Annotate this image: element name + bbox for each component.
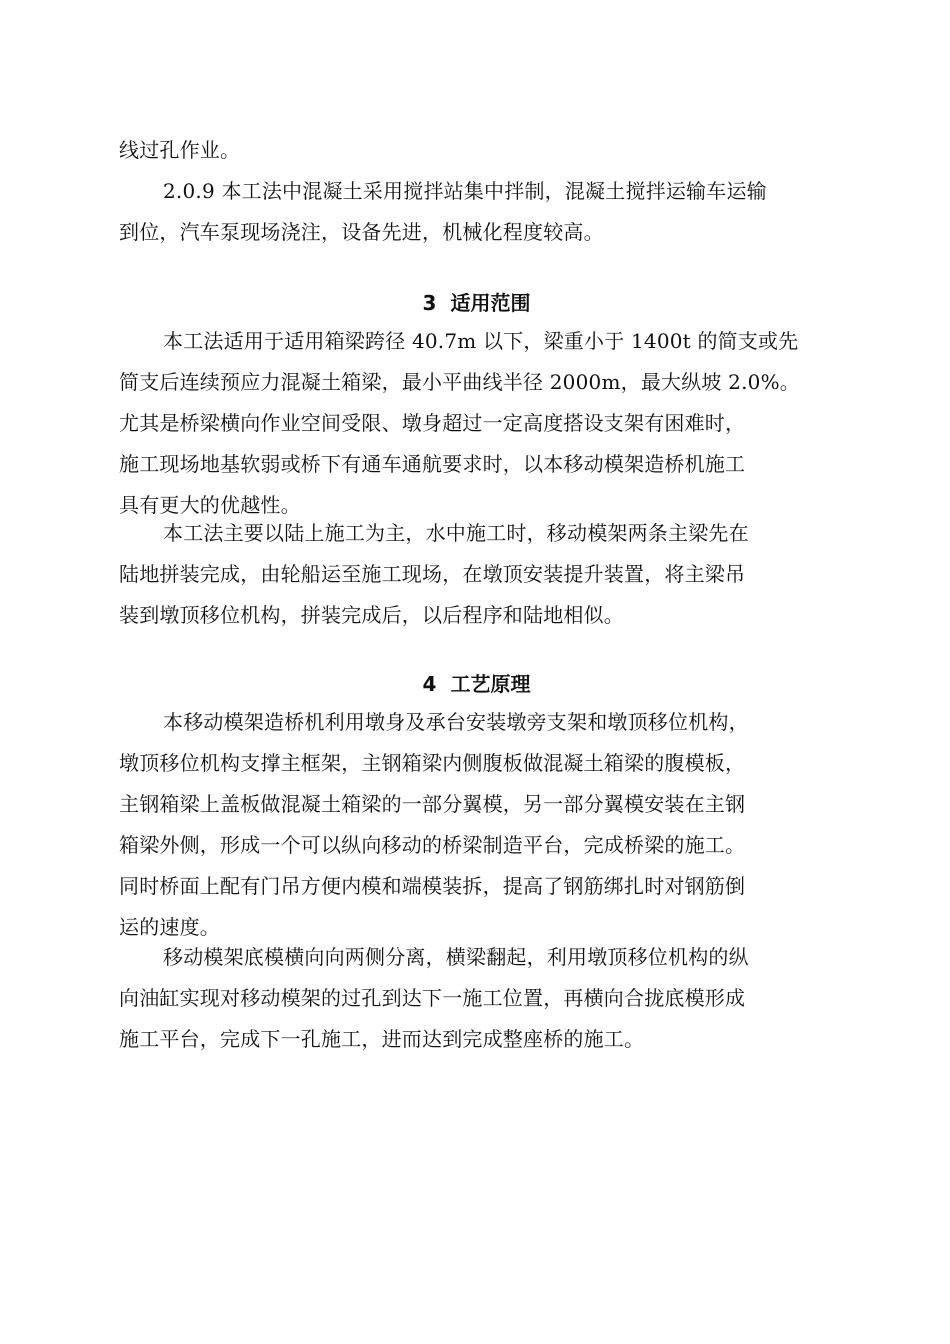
body-line: 墩顶移位机构支撑主框架，主钢箱梁内侧腹板做混凝土箱梁的腹模板， xyxy=(119,751,746,775)
section4-number: 4 xyxy=(422,672,437,696)
body-line: 本移动模架造桥机利用墩身及承台安装墩旁支架和墩顶移位机构， xyxy=(163,710,749,734)
body-line: 箱梁外侧，形成一个可以纵向移动的桥梁制造平台，完成桥梁的施工。 xyxy=(119,833,746,857)
section3-number: 3 xyxy=(422,291,437,315)
section2-tail xyxy=(119,130,834,253)
body-line: 主钢箱梁上盖板做混凝土箱梁的一部分翼模，另一部分翼模安装在主钢 xyxy=(119,792,746,816)
section4-paragraph-2 xyxy=(119,937,834,1060)
body-line: 向油缸实现对移动模架的过孔到达下一施工位置，再横向合拢底模形成 xyxy=(119,986,746,1010)
body-line: 装到墩顶移位机构，拼装完成后，以后程序和陆地相似。 xyxy=(119,603,624,627)
section4-heading xyxy=(119,664,834,705)
section4-title: 工艺原理 xyxy=(450,672,531,696)
section3-paragraph-2 xyxy=(119,513,834,636)
body-line: 运的速度。 xyxy=(119,915,220,939)
body-line: 移动模架底模横向向两侧分离，横梁翻起，利用墩顶移位机构的纵 xyxy=(163,945,749,969)
body-line: 陆地拼装完成，由轮船运至施工现场，在墩顶安装提升装置，将主梁吊 xyxy=(119,562,746,586)
body-line: 本工法适用于适用箱梁跨径 40.7m 以下，梁重小于 1400t 的简支或先 xyxy=(163,329,799,353)
body-line: 施工平台，完成下一孔施工，进而达到完成整座桥的施工。 xyxy=(119,1027,645,1051)
body-line: 线过孔作业。 xyxy=(119,138,241,162)
section3-title: 适用范围 xyxy=(450,291,531,315)
body-line: 施工现场地基软弱或桥下有通车通航要求时，以本移动模架造桥机施工 xyxy=(119,452,746,476)
body-line: 2.0.9 本工法中混凝土采用搅拌站集中拌制，混凝土搅拌运输车运输 xyxy=(163,179,767,203)
section4-paragraph-1 xyxy=(119,702,834,948)
body-line: 本工法主要以陆上施工为主，水中施工时，移动模架两条主梁先在 xyxy=(163,521,749,545)
body-line: 简支后连续预应力混凝土箱梁，最小平曲线半径 2000m，最大纵坡 2.0%。 xyxy=(119,370,800,394)
body-line: 尤其是桥梁横向作业空间受限、墩身超过一定高度搭设支架有困难时， xyxy=(119,411,746,435)
body-line: 同时桥面上配有门吊方便内模和端模装拆，提高了钢筋绑扎时对钢筋倒 xyxy=(119,874,746,898)
section3-paragraph-1 xyxy=(119,321,834,526)
section3-heading xyxy=(119,283,834,324)
body-line: 到位，汽车泵现场浇注，设备先进，机械化程度较高。 xyxy=(119,220,604,244)
body-line: 具有更大的优越性。 xyxy=(119,493,301,517)
